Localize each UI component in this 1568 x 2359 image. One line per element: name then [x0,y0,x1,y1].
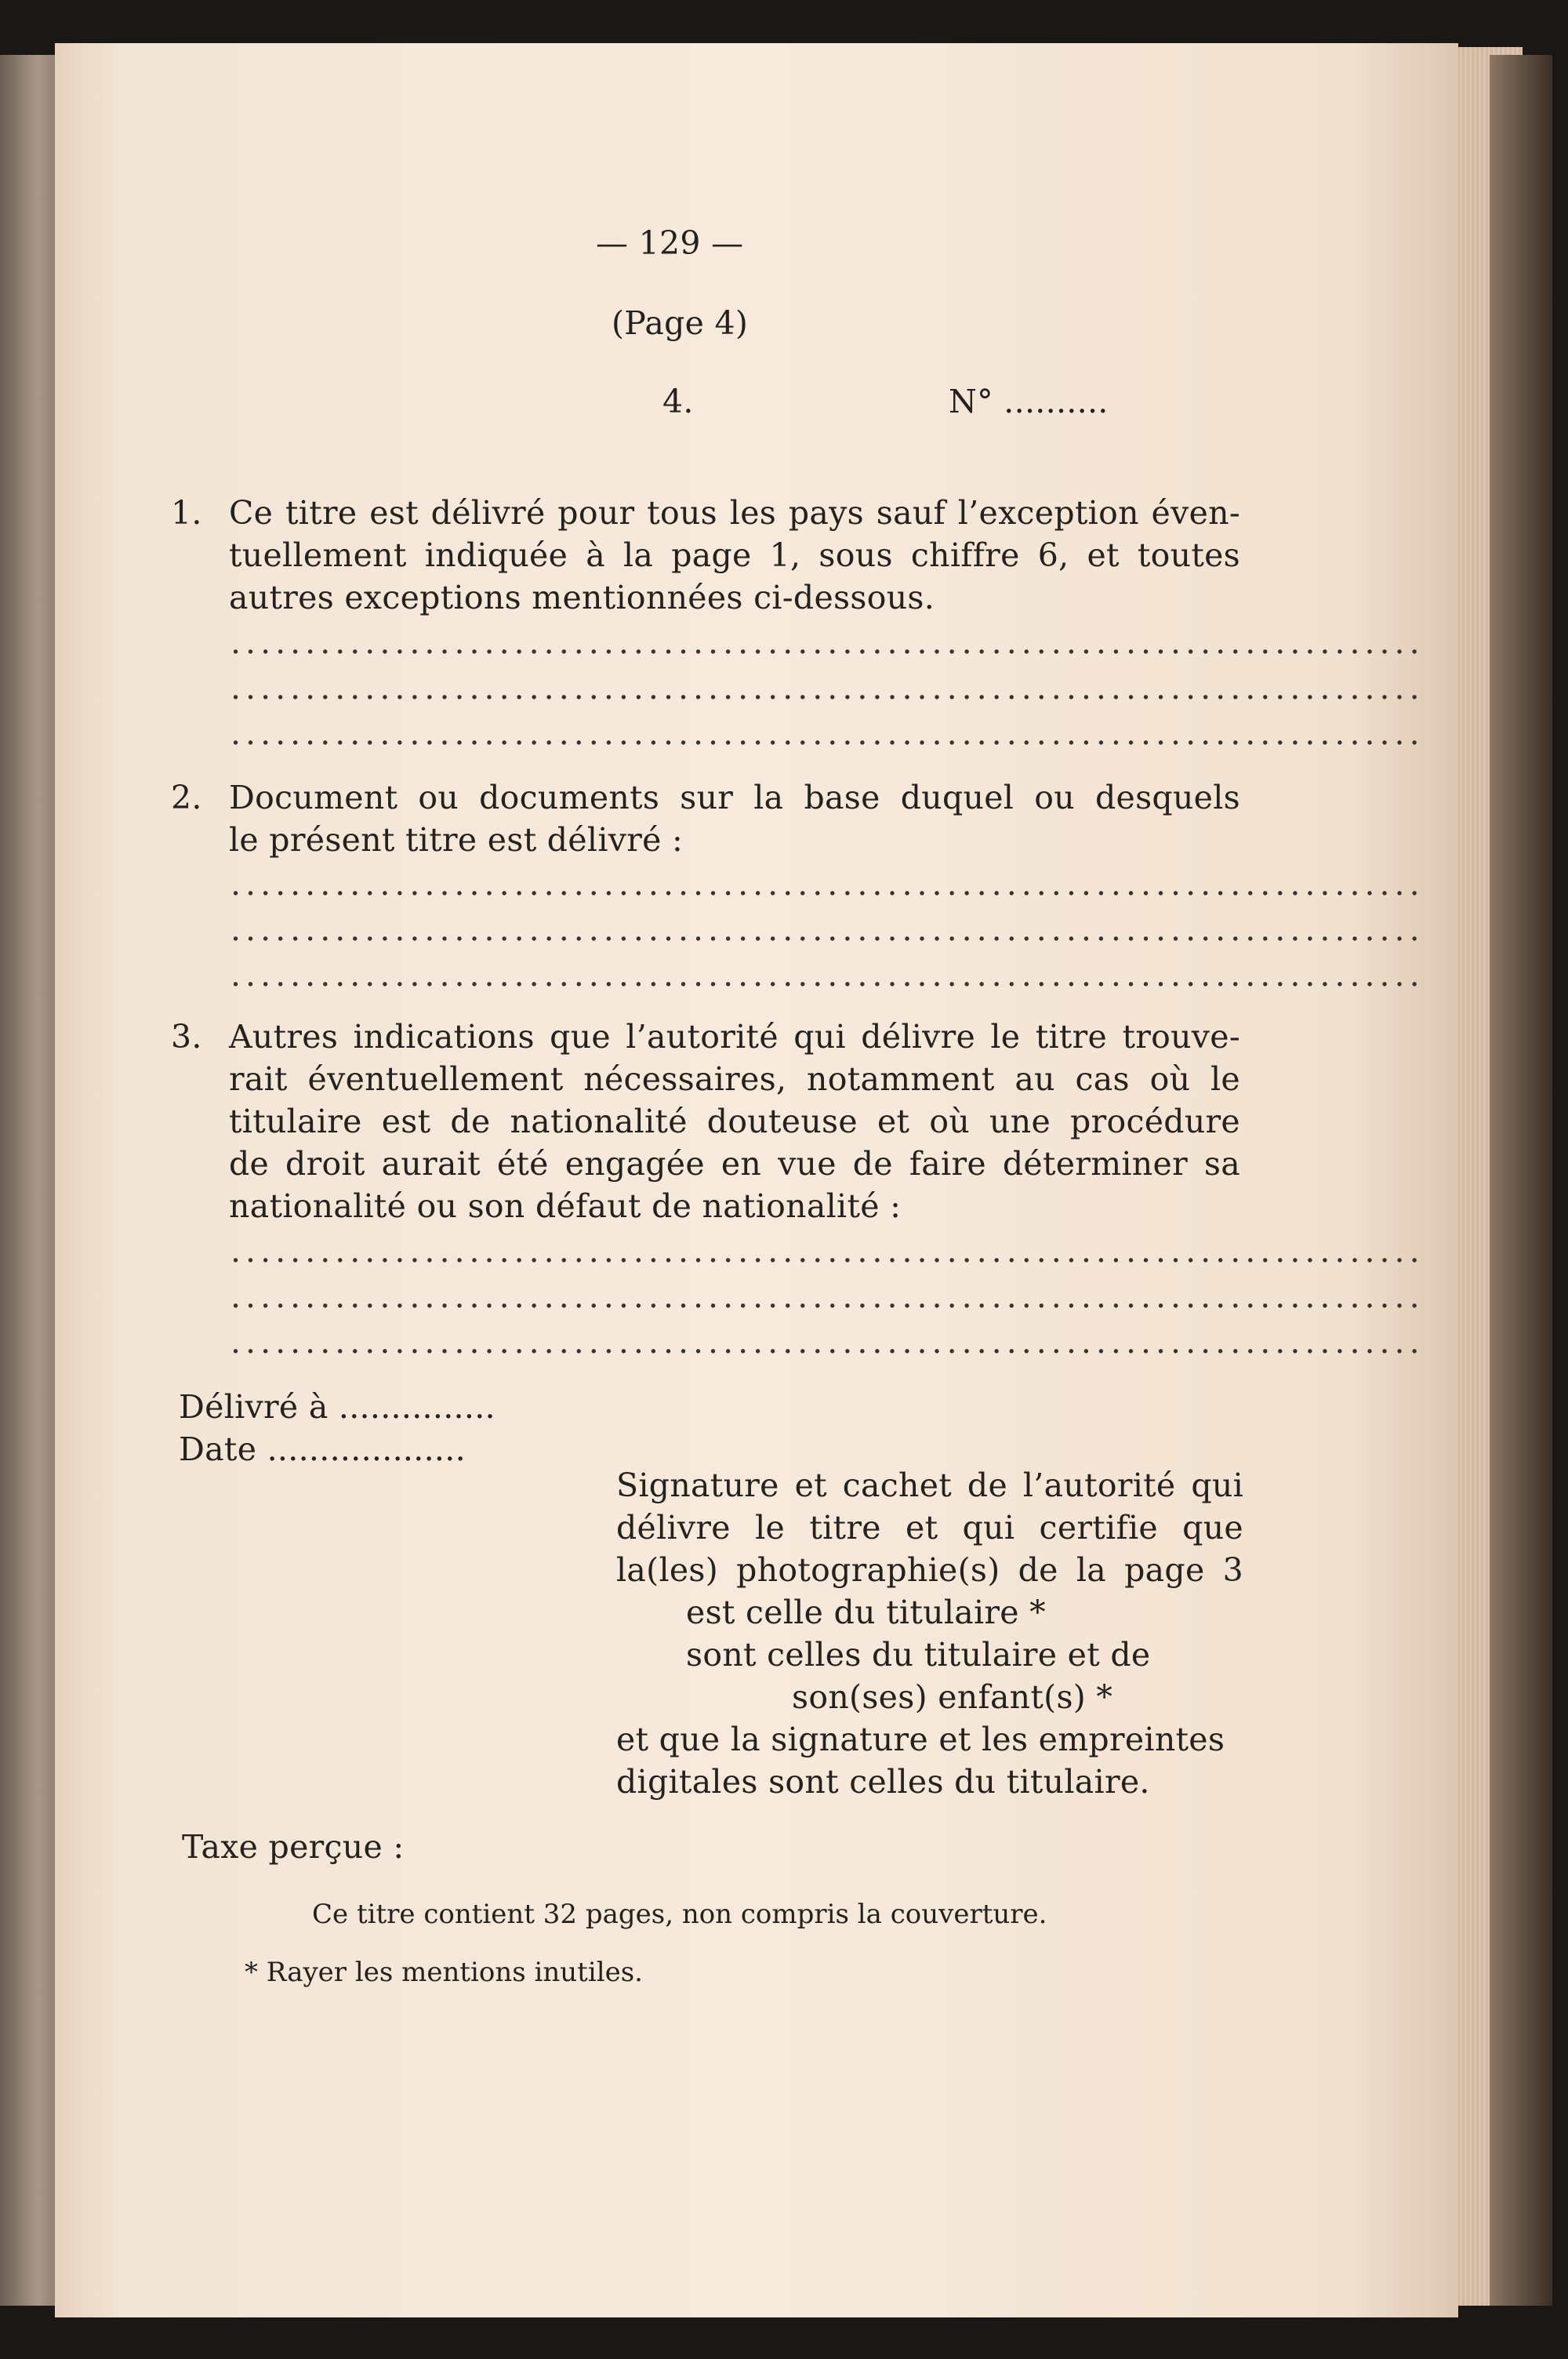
dotted-line: ................................................................................ [230,1278,1425,1315]
item-2-number: 2. [171,779,202,816]
signature-line: la(les) photographie(s) de la page 3 [616,1551,1243,1589]
footer-note: Ce titre contient 32 pages, non compris la couverture. [312,1899,1047,1930]
book-spine-shadow [1490,55,1552,2306]
signature-option-1: est celle du titulaire * [686,1594,1046,1631]
signature-line: Signature et cachet de l’autorité qui [616,1467,1243,1504]
dotted-line: ................................................................................ [230,911,1425,948]
dotted-line: ................................................................................ [230,623,1425,661]
item-2-line: le présent titre est délivré : [229,821,684,859]
item-3-line: nationalité ou son défaut de nationalité : [229,1187,902,1225]
item-1-line: Ce titre est délivré pour tous les pays sauf l’exception éven- [229,494,1240,532]
item-3-line: rait éventuellement nécessaires, notamment au cas où le [229,1060,1240,1098]
page-number: — 129 — [596,224,744,262]
delivered-at: Délivré à ............... [179,1388,495,1426]
item-3-line: titulaire est de nationalité douteuse et où une procédure [229,1103,1240,1140]
dotted-line: ................................................................................ [230,1323,1425,1361]
date-field: Date ................... [179,1430,466,1468]
fee-label: Taxe perçue : [182,1828,405,1866]
page-label: (Page 4) [612,304,749,342]
item-1-line: tuellement indiquée à la page 1, sous chiffre 6, et toutes [229,536,1240,574]
book-page [55,43,1458,2317]
signature-tail: digitales sont celles du titulaire. [616,1763,1150,1801]
form-number: 4. [662,383,694,420]
item-3-line: de droit aurait été engagée en vue de faire déterminer sa [229,1145,1240,1183]
dotted-line: ................................................................................ [230,1232,1425,1270]
signature-option-2-cont: son(ses) enfant(s) * [792,1678,1113,1716]
left-page-edge [0,55,63,2306]
dotted-line: ................................................................................ [230,714,1425,752]
item-2-line: Document ou documents sur la base duquel ou desquels [229,779,1240,816]
item-3-line: Autres indications que l’autorité qui délivre le titre trouve- [229,1018,1240,1056]
signature-option-2: sont celles du titulaire et de [686,1636,1151,1674]
dotted-line: ................................................................................ [230,956,1425,994]
signature-tail: et que la signature et les empreintes [616,1721,1225,1758]
dotted-line: ................................................................................ [230,669,1425,707]
item-1-number: 1. [171,494,202,532]
item-1-line: autres exceptions mentionnées ci-dessous. [229,579,935,616]
signature-line: délivre le titre et qui certifie que [616,1509,1243,1547]
footnote: * Rayer les mentions inutiles. [245,1957,643,1988]
number-field: N° .......... [949,383,1109,420]
item-3-number: 3. [171,1018,202,1056]
dotted-line: ................................................................................ [230,865,1425,903]
